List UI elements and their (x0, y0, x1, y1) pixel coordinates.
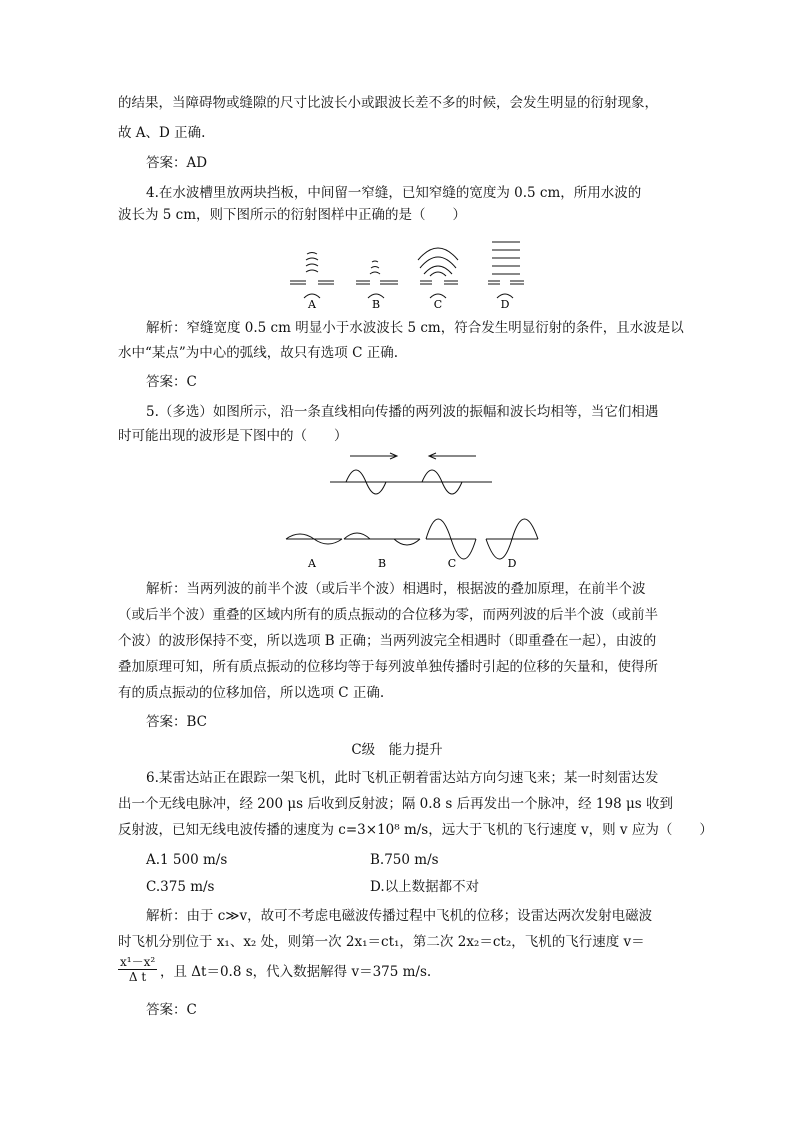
option-d: D.以上数据都不对 (370, 879, 480, 895)
fig5-label: D (507, 557, 517, 569)
wave-figure (330, 448, 495, 500)
fig4-option-c (418, 248, 458, 298)
wave-options-figure (282, 503, 542, 569)
fig5-label: C (447, 557, 457, 569)
fig5-option-b (344, 533, 420, 545)
question-4: 4.在水波槽里放两块挡板，中间留一窄缝，已知窄缝的宽度为 0.5 cm，所用水波的 (146, 185, 642, 201)
fig5-label: A (308, 557, 316, 569)
text-line: 的结果，当障碍物或缝隙的尺寸比波长小或跟波长差不多的时候，会发生明显的衍射现象， (118, 95, 658, 111)
answer-line: 答案：BC (146, 714, 208, 730)
text-line: 水中“某点”为中心的弧线，故只有选项 C 正确. (118, 345, 399, 361)
text-line: 个波）的波形保持不变，所以选项 B 正确；当两列波完全相遇时（即重叠在一起），由波的 (118, 633, 657, 649)
fig4-option-d (488, 242, 524, 298)
fig4-label: A (308, 298, 316, 310)
option-c: C.375 m/s (146, 879, 215, 895)
fig4-option-a (290, 253, 334, 299)
option-a: A.1 500 m/s (146, 852, 228, 868)
text-line: 出一个无线电脉冲，经 200 μs 后收到反射波；隔 0.8 s 后再发出一个脉冲，经 198 μs 收到 (118, 796, 673, 812)
text-line: 时飞机分别位于 x₁、x₂ 处，则第一次 2x₁＝ct₁，第二次 2x₂＝ct₂，飞机的飞行速度 v＝ (118, 934, 645, 950)
answer-line: 答案：AD (146, 155, 208, 171)
answer-line: 答案：C (146, 1002, 197, 1018)
question-5: 5.（多选）如图所示，沿一条直线相向传播的两列波的振幅和波长均相等，当它们相遇 (146, 404, 659, 420)
fig4-label: B (371, 298, 381, 310)
fig5-option-d (486, 519, 538, 559)
question-6: 6.某雷达站正在跟踪一架飞机，此时飞机正朝着雷达站方向匀速飞来；某一时刻雷达发 (146, 770, 659, 786)
text-line: 故 A、D 正确. (118, 125, 206, 141)
diffraction-figure (280, 232, 540, 310)
fig4-option-b (356, 261, 398, 298)
fig5-option-c (426, 519, 476, 559)
fraction-denominator: Δ t (128, 970, 147, 984)
fig4-label: C (433, 298, 443, 310)
text-line: 时可能出现的波形是下图中的（ ） (118, 428, 348, 444)
answer-line: 答案：C (146, 374, 197, 390)
text-line: 叠加原理可知，所有质点振动的位移均等于每列波单独传播时引起的位移的矢量和，使得所 (118, 659, 658, 675)
solution-4: 解析：窄缝宽度 0.5 cm 明显小于水波波长 5 cm，符合发生明显衍射的条件，且水波是以 (146, 320, 684, 336)
text-line: 波长为 5 cm，则下图所示的衍射图样中正确的是（ ） (118, 207, 467, 223)
fig5-option-a (286, 534, 342, 544)
velocity-fraction (118, 955, 157, 984)
fig5-label: B (377, 557, 387, 569)
fig4-label: D (500, 298, 510, 310)
text-line: 反射波，已知无线电波传播的速度为 c=3×10⁸ m/s，远大于飞机的飞行速度 v，则 v 应为（ ） (118, 822, 713, 838)
fraction-numerator: x¹－x² (120, 955, 156, 969)
solution-6: 解析：由于 c≫v，故可不考虑电磁波传播过程中飞机的位移；设雷达两次发射电磁波 (146, 908, 653, 924)
text-line: 有的质点振动的位移加倍，所以选项 C 正确. (118, 685, 385, 701)
text-line: （或后半个波）重叠的区域内所有的质点振动的合位移为零，而两列波的后半个波（或前半 (118, 607, 658, 623)
solution-5: 解析：当两列波的前半个波（或后半个波）相遇时，根据波的叠加原理，在前半个波 (146, 581, 646, 597)
section-heading: C级 能力提升 (351, 742, 443, 758)
text-line: ，且 Δt＝0.8 s，代入数据解得 v＝375 m/s. (160, 964, 432, 980)
option-b: B.750 m/s (370, 852, 439, 868)
